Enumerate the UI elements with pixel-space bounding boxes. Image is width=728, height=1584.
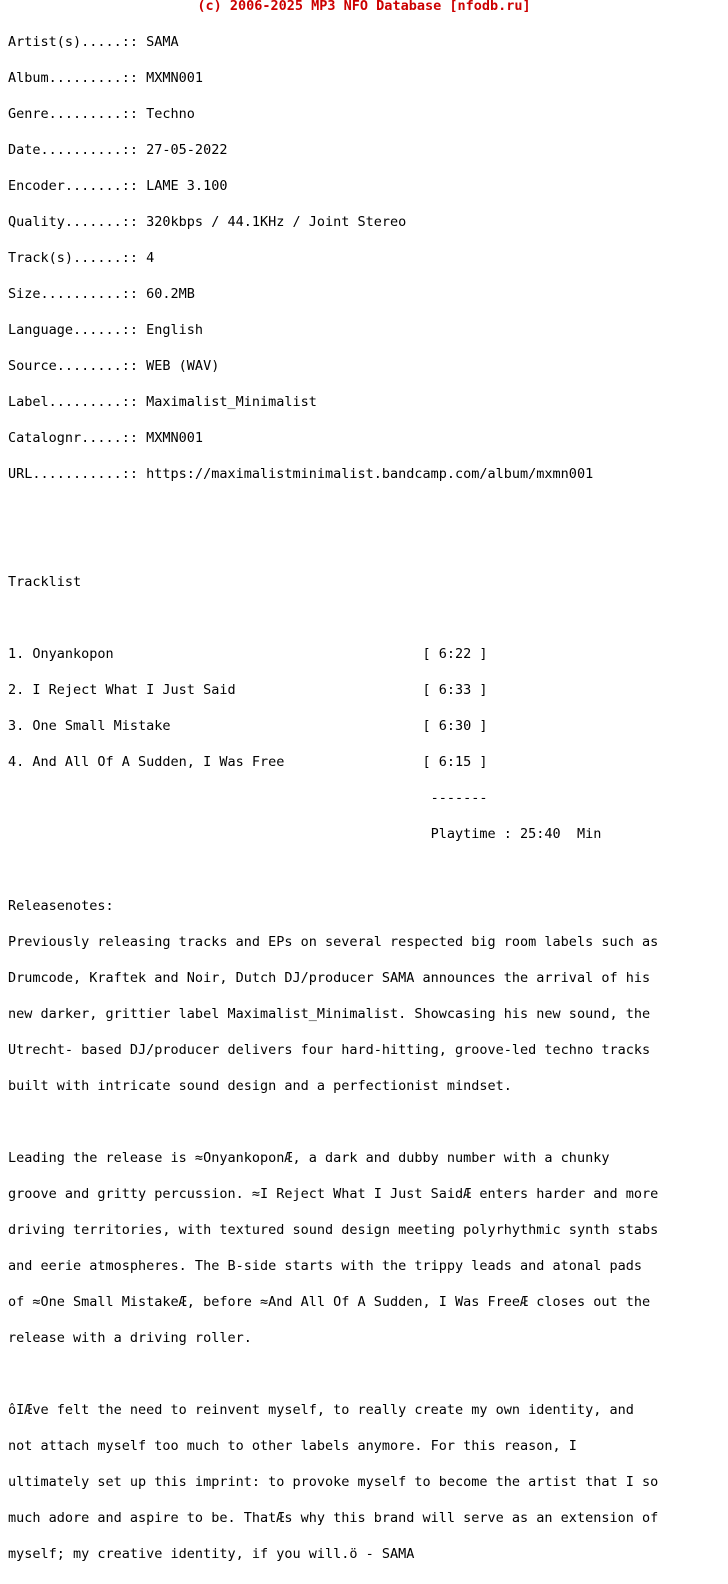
spacer xyxy=(8,864,658,876)
site-header xyxy=(0,0,728,12)
notes-line: of ≈One Small MistakeÆ, before ≈And All Of A Sudden, I Was FreeÆ closes out the xyxy=(8,1294,651,1310)
info-quality: Quality.......:: 320kbps / 44.1KHz / Joint Stereo xyxy=(8,214,407,230)
notes-line: Drumcode, Kraftek and Noir, Dutch DJ/producer SAMA announces the arrival of his xyxy=(8,970,651,986)
spacer xyxy=(8,612,658,624)
notes-line: Utrecht- based DJ/producer delivers four hard-hitting, groove-led techno tracks xyxy=(8,1042,651,1058)
track-row: 1. Onyankopon [ 6:22 ] xyxy=(8,646,488,662)
info-encoder: Encoder.......:: LAME 3.100 xyxy=(8,178,228,194)
spacer xyxy=(8,1368,658,1380)
notes-line: built with intricate sound design and a perfectionist mindset. xyxy=(8,1078,512,1094)
track-row: 2. I Reject What I Just Said [ 6:33 ] xyxy=(8,682,488,698)
track-row: 3. One Small Mistake [ 6:30 ] xyxy=(8,718,488,734)
info-size: Size..........:: 60.2MB xyxy=(8,286,195,302)
copyright-link[interactable]: (c) 2006-2025 MP3 NFO Database [nfodb.ru] xyxy=(197,0,531,14)
info-source: Source........:: WEB (WAV) xyxy=(8,358,220,374)
info-album: Album.........:: MXMN001 xyxy=(8,70,204,86)
notes-line: and eerie atmospheres. The B-side starts with the trippy leads and atonal pads xyxy=(8,1258,642,1274)
info-language: Language......:: English xyxy=(8,322,204,338)
notes-line: Previously releasing tracks and EPs on several respected big room labels such as xyxy=(8,934,659,950)
track-row: 4. And All Of A Sudden, I Was Free [ 6:15 ] xyxy=(8,754,488,770)
releasenotes-title: Releasenotes: xyxy=(8,898,114,914)
notes-line: driving territories, with textured sound design meeting polyrhythmic synth stabs xyxy=(8,1222,659,1238)
tracklist-title: Tracklist xyxy=(8,574,82,590)
tracklist-playtime: Playtime : 25:40 Min xyxy=(8,826,602,842)
notes-line: much adore and aspire to be. ThatÆs why this brand will serve as an extension of xyxy=(8,1510,659,1526)
notes-line: groove and gritty percussion. ≈I Reject What I Just SaidÆ enters harder and more xyxy=(8,1186,659,1202)
spacer xyxy=(8,1116,658,1128)
notes-line: new darker, grittier label Maximalist_Minimalist. Showcasing his new sound, the xyxy=(8,1006,651,1022)
notes-line: not attach myself too much to other labels anymore. For this reason, I xyxy=(8,1438,577,1454)
info-artist: Artist(s).....:: SAMA xyxy=(8,34,179,50)
info-tracks: Track(s)......:: 4 xyxy=(8,250,155,266)
nfo-text xyxy=(8,12,658,1584)
info-date: Date..........:: 27-05-2022 xyxy=(8,142,228,158)
notes-line: ultimately set up this imprint: to provoke myself to become the artist that I so xyxy=(8,1474,659,1490)
notes-line: ôIÆve felt the need to reinvent myself, to really create my own identity, and xyxy=(8,1402,634,1418)
info-genre: Genre.........:: Techno xyxy=(8,106,195,122)
tracklist-separator: ------- xyxy=(8,790,488,806)
info-label: Label.........:: Maximalist_Minimalist xyxy=(8,394,317,410)
info-url-line xyxy=(8,468,658,480)
info-url-prefix: URL...........:: xyxy=(8,466,147,482)
notes-line: release with a driving roller. xyxy=(8,1330,252,1346)
notes-line: myself; my creative identity, if you will.ö - SAMA xyxy=(8,1546,415,1562)
info-catalognr: Catalognr.....:: MXMN001 xyxy=(8,430,204,446)
spacer xyxy=(8,504,658,516)
info-url-link[interactable]: https://maximalistminimalist.bandcamp.com/album/mxmn001 xyxy=(146,466,594,482)
spacer xyxy=(8,540,658,552)
notes-line: Leading the release is ≈OnyankoponÆ, a dark and dubby number with a chunky xyxy=(8,1150,610,1166)
